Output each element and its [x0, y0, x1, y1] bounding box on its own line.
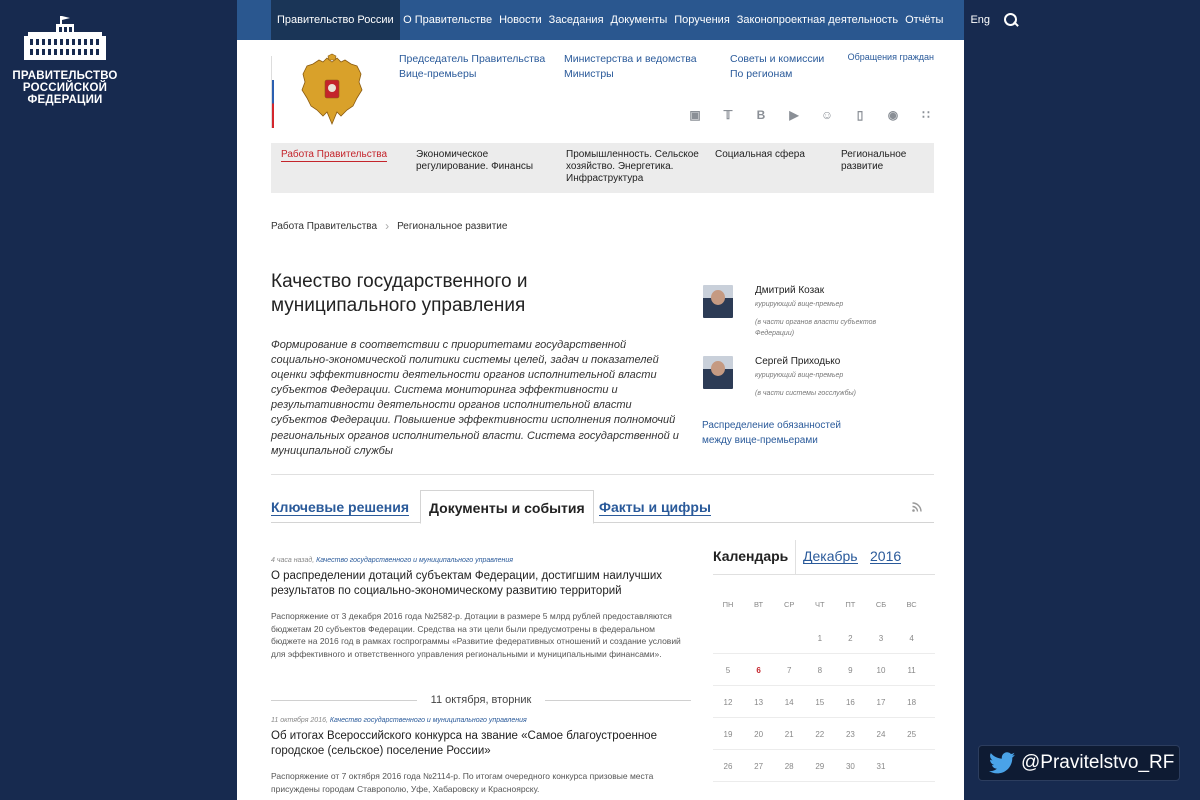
calendar-day[interactable]: 2 [848, 634, 853, 643]
calendar-day[interactable]: 27 [754, 762, 764, 771]
calendar-day[interactable]: 31 [876, 762, 886, 771]
calendar-day[interactable]: 22 [815, 730, 825, 739]
calendar-day[interactable]: 7 [786, 666, 792, 675]
calendar-day[interactable]: 19 [723, 730, 733, 739]
calendar-week-row [713, 654, 935, 686]
curator-role: курирующий вице-премьер [755, 301, 844, 308]
calendar-day[interactable]: 13 [754, 698, 764, 707]
vk-icon[interactable]: B [756, 108, 766, 122]
nav-item-reports[interactable]: Отчёты [905, 14, 944, 26]
link-ministries[interactable]: Министерства и ведомства [564, 53, 697, 65]
calendar-day[interactable]: 23 [845, 730, 855, 739]
tab-label: Ключевые решения [271, 499, 410, 515]
tab-documents-events[interactable] [420, 490, 594, 524]
twitter-badge[interactable] [978, 745, 1180, 781]
link-duty-distribution[interactable] [702, 418, 841, 448]
calendar-day[interactable]: 29 [815, 762, 825, 771]
link-ministers[interactable]: Министры [564, 68, 614, 80]
chevron-right-icon: › [385, 219, 390, 233]
subnav-economic-regulation[interactable]: Экономическое регулирование. Финансы [416, 149, 534, 172]
calendar-grid [713, 590, 935, 782]
youtube-icon[interactable]: ▶ [789, 108, 799, 122]
language-switch[interactable]: Eng [970, 14, 991, 26]
calendar-day[interactable]: 12 [723, 698, 733, 707]
calendar-day[interactable]: 10 [876, 666, 886, 675]
link-regions[interactable]: По регионам [730, 68, 793, 80]
subnav-social-sphere[interactable]: Социальная сфера [715, 149, 805, 160]
camera-icon[interactable]: ▣ [689, 108, 701, 122]
calendar-week-row [713, 718, 935, 750]
curator-role: курирующий вице-премьер [755, 372, 844, 379]
nav-item-meetings[interactable]: Заседания [548, 14, 604, 26]
calendar-day[interactable]: 24 [876, 730, 886, 739]
header-links-ministries [564, 52, 697, 82]
header-links-leadership [399, 52, 545, 82]
twitter-handle: @Pravitelstvo_RF [1021, 752, 1175, 773]
nav-item-news[interactable]: Новости [499, 14, 542, 26]
link-councils[interactable]: Советы и комиссии [730, 53, 825, 65]
calendar-day[interactable]: 1 [817, 634, 823, 643]
calendar-day[interactable]: 3 [878, 634, 884, 643]
calendar-day[interactable]: 9 [848, 666, 853, 675]
nav-item-legislation[interactable]: Законопроектная деятельность [736, 14, 899, 26]
calendar-week-row [713, 750, 935, 782]
mobile-icon[interactable]: ▯ [856, 108, 864, 122]
calendar-day[interactable]: 21 [784, 730, 794, 739]
calendar-day[interactable]: 25 [907, 730, 917, 739]
calendar-day[interactable]: 16 [845, 698, 855, 707]
curator-card[interactable] [703, 356, 856, 399]
calendar-month-select[interactable]: Декабрь [803, 548, 858, 564]
tab-key-decisions[interactable] [271, 490, 409, 523]
news-category[interactable]: Качество государственного и муниципального управления [329, 717, 527, 724]
calendar-week-row [713, 622, 935, 654]
news-time: 11 октября 2016, [271, 717, 328, 724]
link-vice-premiers[interactable]: Вице-премьеры [399, 68, 477, 80]
calendar-weekday: ПН [722, 600, 734, 609]
news-title[interactable]: О распределении дотаций субъектам Федерации, достигшим наилучших результатов по социально-экономическому развитию территорий [271, 570, 663, 597]
news-body: Распоряжение от 3 декабря 2016 года №2582-р. Дотации в размере 5 млрд рублей предоставляются бюджетам 20 субъектов Федерации. Средства на эти цели были предусмотрены в федеральном бюджете на 2016 год в рамках госпрограммы «Развитие федеративных отношений и создание условий для эффективного и ответственного управления региональными и муниципальными финансами». [271, 611, 681, 659]
calendar-day[interactable]: 30 [845, 762, 855, 771]
coat-of-arms-icon[interactable] [299, 54, 365, 128]
calendar-weekday: ПТ [845, 600, 856, 609]
calendar-header [713, 540, 935, 575]
calendar-day[interactable]: 5 [725, 666, 731, 675]
curator-note: (в части органов власти субъектов Федерации) [755, 319, 877, 337]
site-header [237, 40, 964, 140]
top-navigation [237, 0, 991, 40]
duty-link-line-2: между вице-премьерами [702, 435, 818, 446]
tab-label: Факты и цифры [599, 499, 711, 515]
white-house-icon [20, 14, 110, 64]
calendar-day[interactable]: 26 [723, 762, 733, 771]
calendar-day[interactable]: 6 [756, 666, 761, 675]
content-tabs [271, 490, 934, 523]
calendar-weekday: СР [783, 600, 795, 609]
breadcrumb-item[interactable]: Работа Правительства [271, 220, 378, 232]
nav-item-government[interactable]: Правительство России [271, 0, 400, 40]
breadcrumb [271, 219, 507, 233]
curator-note: (в части системы госслужбы) [755, 390, 856, 397]
news-item[interactable] [271, 717, 691, 795]
subnav-government-work[interactable]: Работа Правительства [281, 149, 388, 160]
calendar-year-select[interactable]: 2016 [870, 548, 902, 564]
avatar [703, 356, 733, 389]
brand-line-2: РОССИЙСКОЙ [22, 82, 108, 94]
duty-link-line-1: Распределение обязанностей [702, 420, 841, 431]
calendar-day[interactable]: 20 [754, 730, 764, 739]
brand-line-1: ПРАВИТЕЛЬСТВО [12, 70, 118, 82]
rss-icon[interactable] [912, 502, 922, 512]
rss-icon[interactable]: ∷ [922, 108, 930, 122]
nav-item-documents[interactable]: Документы [610, 14, 668, 26]
calendar-day[interactable]: 4 [909, 634, 914, 643]
page-description: Формирование в соответствии с приоритетами государственной социально-экономической политики системы целей, задач и показателей оценки эффективности деятельности органов исполнительной власти субъектов Федерации. Система мониторинга эффективности и результативности деятельности органов исполнительной власти субъектов Федерации. Повышение эффективности исполнения полномочий региональных органов исполнительной власти. Система государственной и муниципальной службы [271, 339, 679, 457]
page-title: Качество государственного и муниципального управления [271, 271, 528, 316]
calendar-day[interactable]: 11 [907, 666, 916, 675]
eye-icon[interactable]: ◉ [887, 108, 899, 122]
calendar-weekday: ВС [906, 600, 917, 609]
curator-name[interactable]: Сергей Приходько [755, 356, 841, 367]
twitter-icon [989, 752, 1015, 774]
page-content [237, 0, 991, 800]
calendar-weekday-row [713, 590, 935, 622]
header-links-councils [730, 52, 824, 82]
divider [795, 540, 796, 575]
news-item[interactable] [271, 557, 691, 660]
calendar-weekday: ЧТ [815, 600, 825, 609]
date-separator-label: 11 октября, вторник [430, 694, 532, 706]
breadcrumb-item[interactable]: Региональное развитие [397, 220, 508, 232]
link-chairman[interactable]: Председатель Правительства [399, 53, 546, 65]
people-icon[interactable]: ☺ [820, 108, 834, 122]
calendar-day[interactable]: 15 [815, 698, 825, 707]
twitter-icon[interactable]: 𝕋 [723, 108, 733, 122]
divider [271, 474, 934, 475]
russian-flag [271, 56, 274, 128]
news-title[interactable]: Об итогах Всероссийского конкурса на звание «Самое благоустроенное городское (сельское) поселение России» [271, 730, 657, 757]
brand-line-3: ФЕДЕРАЦИИ [27, 94, 103, 106]
date-separator [271, 693, 691, 707]
tab-label: Документы и события [429, 500, 585, 516]
nav-item-instructions[interactable]: Поручения [674, 14, 730, 26]
government-logo[interactable] [10, 14, 120, 106]
calendar-weekday: СБ [875, 600, 887, 609]
link-citizen-appeals[interactable]: Обращения граждан [847, 52, 934, 62]
calendar-title: Календарь [713, 548, 789, 564]
calendar-weekday: ВТ [754, 600, 764, 609]
news-time: 4 часа назад, [271, 557, 315, 564]
social-icons [687, 108, 934, 122]
calendar-week-row [713, 686, 935, 718]
tab-facts-figures[interactable] [599, 490, 711, 523]
nav-item-about[interactable]: О Правительстве [403, 14, 493, 26]
subnav-regional-development[interactable]: Региональное развитие [841, 149, 907, 172]
subnav-industry[interactable]: Промышленность. Сельское хозяйство. Энергетика. Инфраструктура [566, 149, 699, 184]
calendar-day[interactable]: 17 [876, 698, 886, 707]
news-body: Распоряжение от 7 октября 2016 года №2114-р. По итогам очередного конкурса призовые места присуждены городам Ставрополю, Уфе, Хабаровску и Красноярску. [271, 771, 654, 794]
calendar-day[interactable]: 28 [784, 762, 794, 771]
calendar-day[interactable]: 14 [784, 698, 794, 707]
curator-name[interactable]: Дмитрий Козак [755, 285, 825, 296]
calendar-day[interactable]: 18 [907, 698, 917, 707]
curator-card[interactable] [703, 285, 895, 339]
news-category[interactable]: Качество государственного и муниципального управления [316, 557, 513, 564]
section-navigation [271, 143, 934, 193]
calendar-day[interactable]: 8 [817, 666, 823, 675]
avatar [703, 285, 733, 318]
